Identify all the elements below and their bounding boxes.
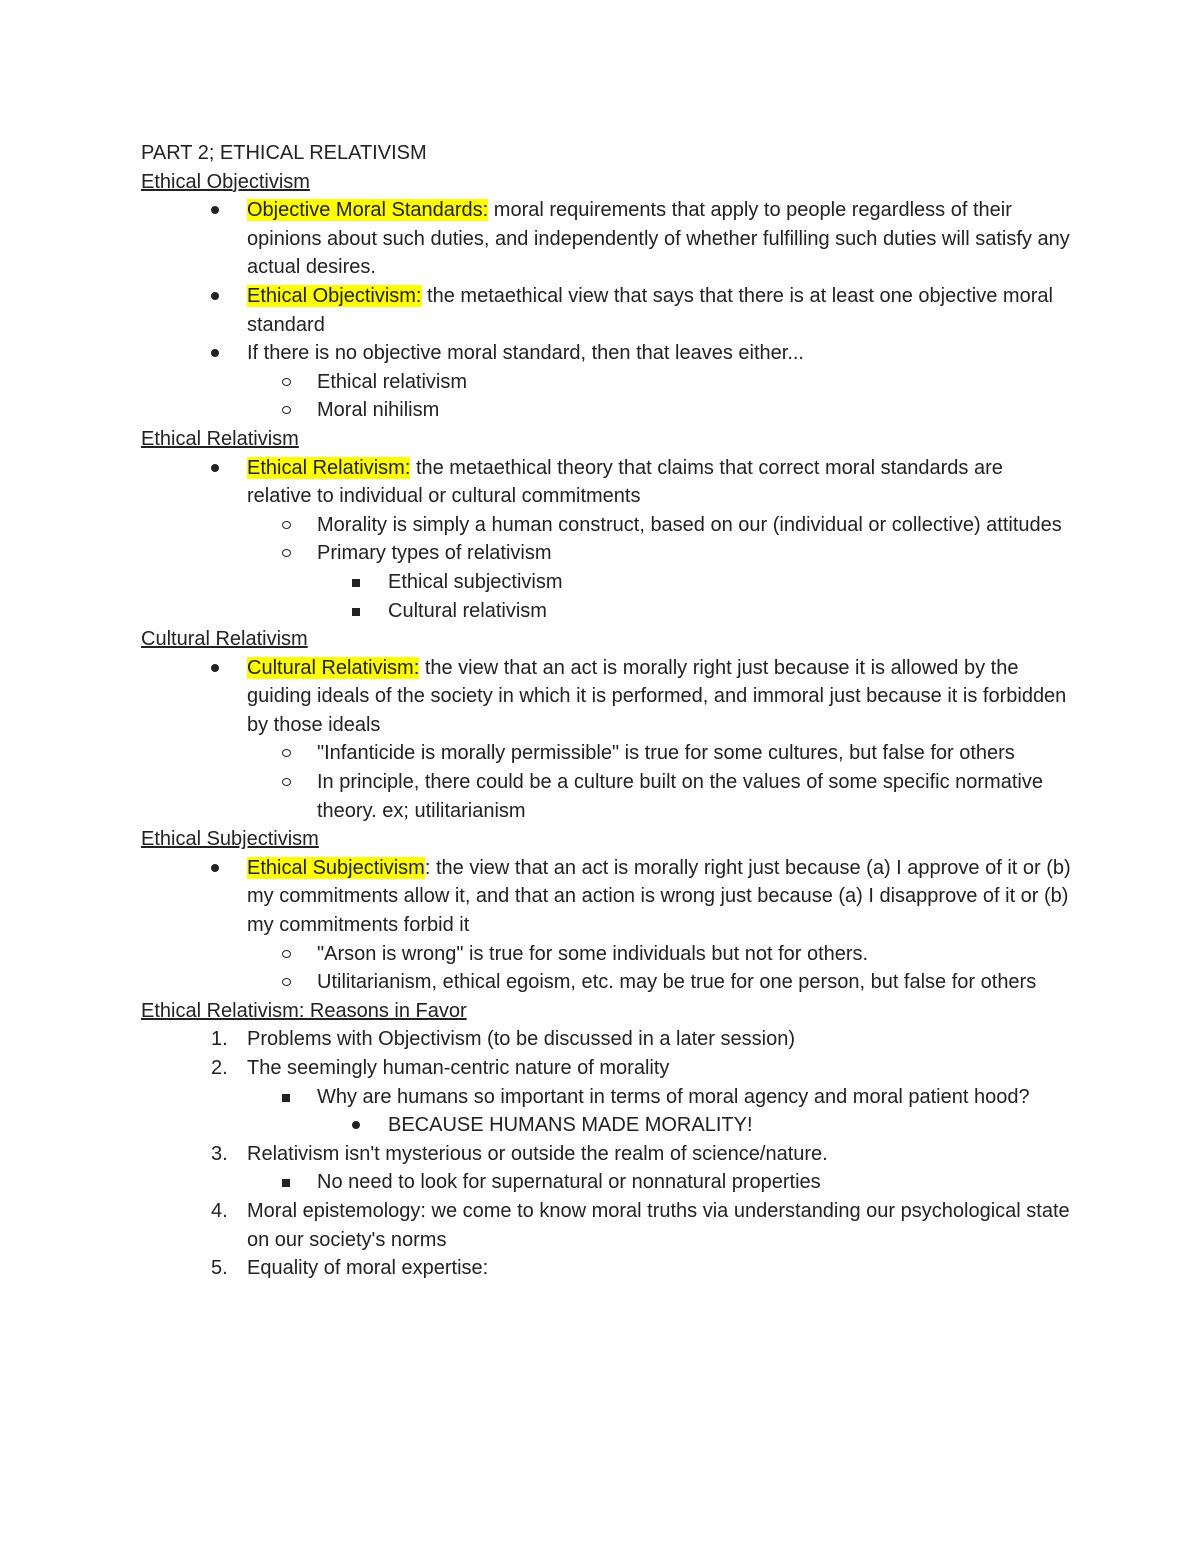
definition-text: the view that an act is morally right just because it is allowed by the guiding ideals of the society in which it is performed, and immoral just because it is forbidden by those ideals	[247, 656, 1067, 736]
highlighted-term: Objective Moral Standards:	[247, 199, 489, 222]
list-item-text: Morality is simply a human construct, based on our (individual or collective) attitudes	[317, 513, 1062, 536]
list-item-text: Utilitarianism, ethical egoism, etc. may be true for one person, but false for others	[317, 971, 1037, 994]
list-item	[141, 1168, 1071, 1197]
list-item	[141, 940, 1071, 969]
list-item-text: No need to look for supernatural or nonnatural properties	[317, 1171, 821, 1194]
list-item-text: Ethical subjectivism	[388, 570, 563, 593]
list-item	[141, 654, 1071, 740]
document-page	[141, 139, 1071, 1283]
list-item	[141, 597, 1071, 626]
list-item-text: The seemingly human-centric nature of morality	[247, 1057, 670, 1079]
list-item-text: In principle, there could be a culture built on the values of some specific normative theory. ex; utilitarianism	[317, 771, 1043, 822]
list-item	[141, 339, 1071, 368]
list-item	[141, 768, 1071, 825]
highlighted-term: Ethical Relativism:	[247, 456, 411, 479]
item-number: 1.	[211, 1028, 228, 1051]
item-number: 5.	[211, 1257, 228, 1280]
numbered-item	[141, 1197, 1071, 1254]
list-item	[141, 454, 1071, 511]
numbered-item	[141, 1254, 1071, 1283]
list-item	[141, 739, 1071, 768]
list-item-text: Cultural relativism	[388, 599, 547, 622]
list-item	[141, 539, 1071, 568]
list-item	[141, 568, 1071, 597]
list-item	[141, 1111, 1071, 1140]
list-item-text: Ethical relativism	[317, 370, 468, 393]
list-item-text: Moral nihilism	[317, 399, 440, 422]
section-heading-objectivism: Ethical Objectivism	[141, 170, 310, 193]
list-item	[141, 1083, 1071, 1112]
list-item	[141, 368, 1071, 397]
list-item-text: Primary types of relativism	[317, 542, 552, 565]
item-number: 4.	[211, 1199, 228, 1222]
section-heading-subjectivism: Ethical Subjectivism	[141, 828, 319, 851]
list-item-text: Problems with Objectivism (to be discussed in a later session)	[247, 1028, 795, 1051]
definition-text: the metaethical view that says that there is at least one objective moral standard	[247, 284, 1053, 336]
list-item	[141, 511, 1071, 540]
highlighted-term: Ethical Objectivism:	[247, 284, 422, 307]
list-item-text: BECAUSE HUMANS MADE MORALITY!	[388, 1114, 753, 1137]
numbered-item	[141, 1054, 1071, 1083]
definition-text: moral requirements that apply to people regardless of their opinions about such duties, and independently of whether fulfilling such duties will satisfy any actual desires.	[247, 199, 1070, 279]
item-number: 2.	[211, 1057, 228, 1079]
numbered-item	[141, 1025, 1071, 1054]
list-item	[141, 854, 1071, 940]
definition-text: the metaethical theory that claims that correct moral standards are relative to individual or cultural commitments	[247, 456, 1003, 508]
list-item-text: "Arson is wrong" is true for some individuals but not for others.	[317, 942, 869, 965]
list-item-text: Relativism isn't mysterious or outside the realm of science/nature.	[247, 1142, 828, 1165]
definition-text: : the view that an act is morally right just because (a) I approve of it or (b) my commitments allow it, and that an action is wrong just because (a) I disapprove of it or (b) my commitments forbid it	[247, 856, 1071, 937]
list-item-text: "Infanticide is morally permissible" is true for some cultures, but false for others	[317, 742, 1015, 765]
page-title: PART 2; ETHICAL RELATIVISM	[141, 142, 427, 164]
numbered-item	[141, 1140, 1071, 1169]
list-item-text: Why are humans so important in terms of moral agency and moral patient hood?	[317, 1085, 1030, 1108]
section-heading-cultural: Cultural Relativism	[141, 628, 308, 651]
item-number: 3.	[211, 1142, 228, 1165]
list-item-text: Moral epistemology: we come to know moral truths via understanding our psychological state on our society's norms	[247, 1199, 1070, 1251]
list-item	[141, 282, 1071, 339]
list-item-text: Equality of moral expertise:	[247, 1257, 489, 1280]
highlighted-term: Cultural Relativism:	[247, 656, 420, 679]
list-item	[141, 968, 1071, 997]
highlighted-term: Ethical Subjectivism	[247, 856, 425, 879]
section-heading-relativism: Ethical Relativism	[141, 427, 299, 450]
section-heading-reasons: Ethical Relativism: Reasons in Favor	[141, 999, 467, 1022]
list-item	[141, 196, 1071, 282]
list-item-text: If there is no objective moral standard, then that leaves either...	[247, 342, 804, 365]
list-item	[141, 396, 1071, 425]
